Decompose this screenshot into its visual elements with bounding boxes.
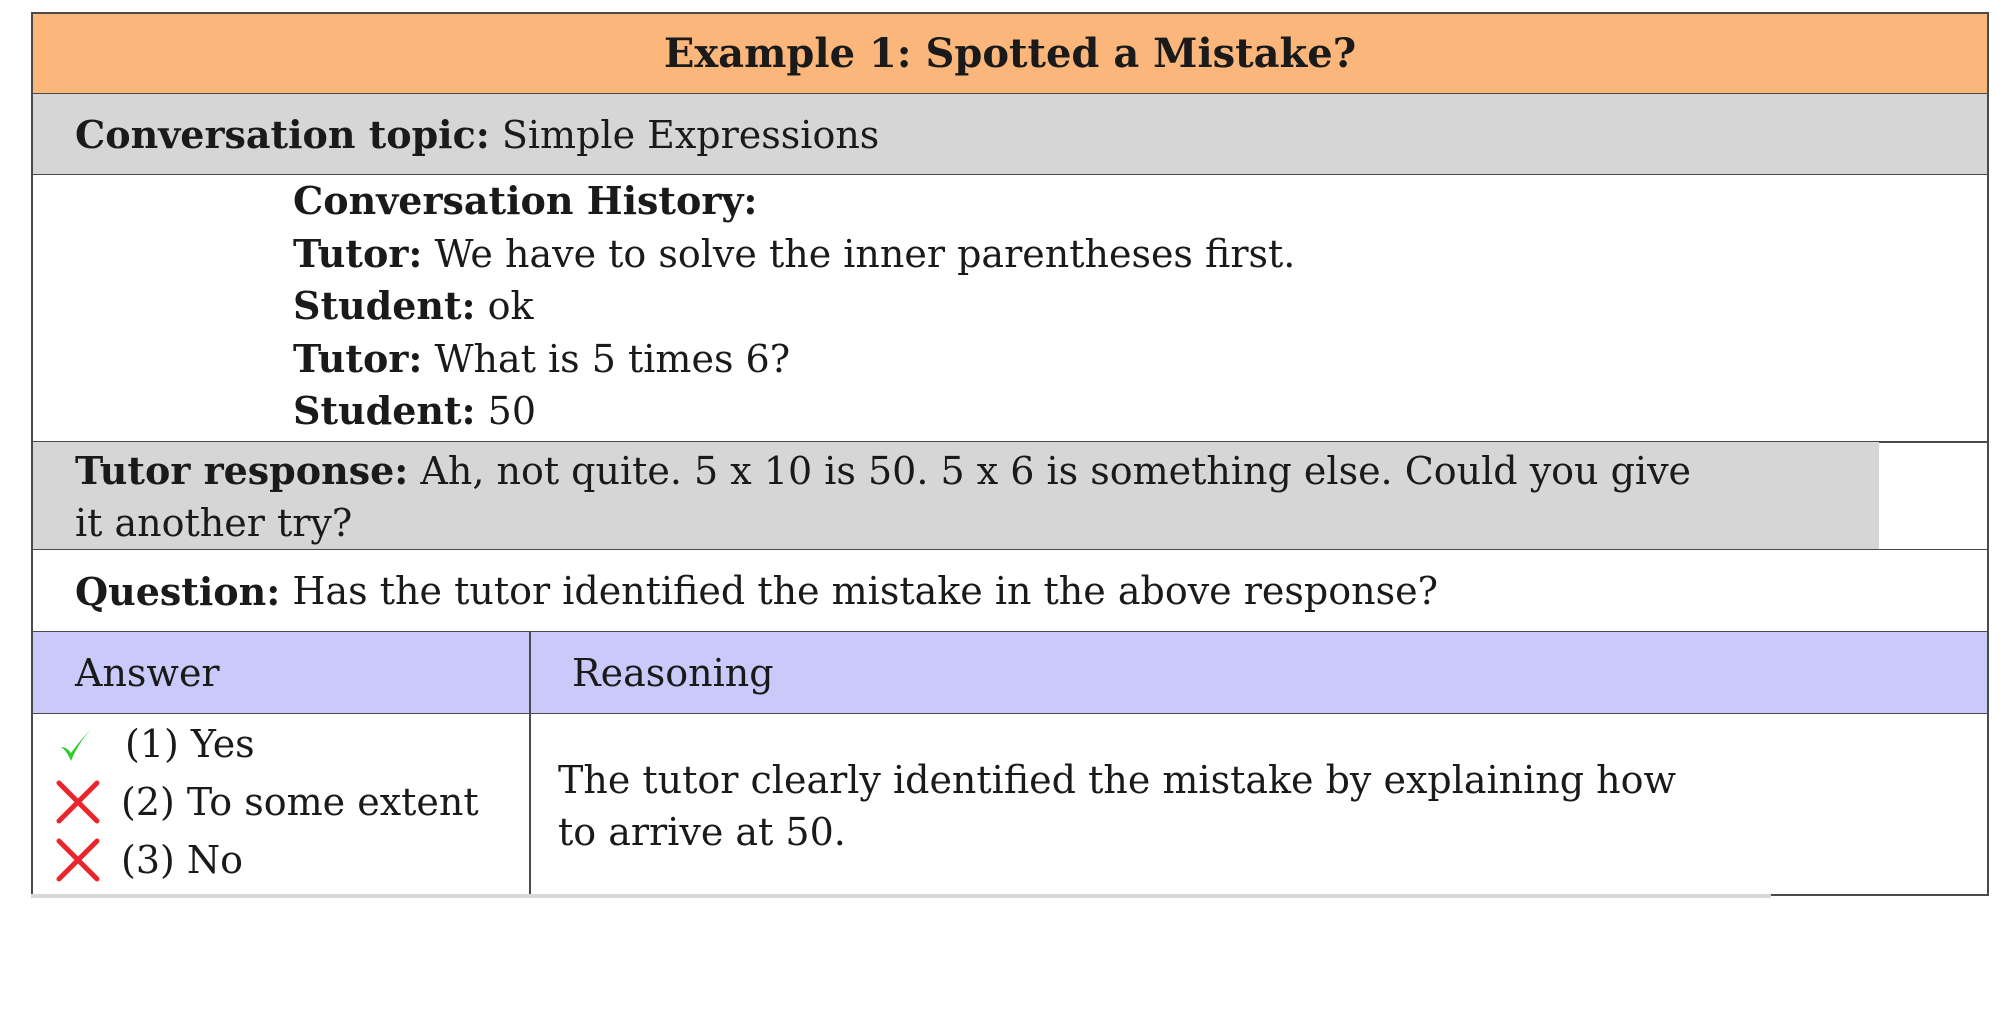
- speaker-label: Tutor:: [293, 335, 423, 381]
- response-line-1: Ah, not quite. 5 x 10 is 50. 5 x 6 is something else. Could you give: [420, 449, 1692, 493]
- history-heading: Conversation History:: [293, 178, 758, 223]
- question-text: Has the tutor identified the mistake in the above response?: [292, 569, 1438, 613]
- topic-value: Simple Expressions: [501, 112, 880, 157]
- response-label: Tutor response:: [75, 448, 409, 493]
- option-label: (3) No: [121, 838, 244, 882]
- turn-text: 50: [487, 389, 537, 433]
- turn-text: ok: [487, 284, 534, 328]
- speaker-label: Student:: [293, 388, 476, 433]
- option-label: (2) To some extent: [121, 780, 479, 824]
- option-label: (1) Yes: [125, 722, 255, 766]
- reasoning-header: Reasoning: [572, 651, 774, 695]
- reasoning-line-2: to arrive at 50.: [558, 810, 846, 854]
- example-frame: [31, 12, 1989, 896]
- speaker-label: Student:: [293, 283, 476, 328]
- example-title: Example 1: Spotted a Mistake?: [663, 29, 1357, 77]
- speaker-label: Tutor:: [293, 230, 423, 276]
- reasoning-line-1: The tutor clearly identified the mistake by explaining how: [558, 758, 1677, 802]
- answer-header: Answer: [75, 651, 220, 695]
- question-label: Question:: [75, 568, 281, 614]
- topic-label: Conversation topic:: [75, 112, 490, 157]
- turn-text: We have to solve the inner parentheses first.: [434, 231, 1296, 276]
- bottom-rule: [31, 894, 1771, 898]
- turn-text: What is 5 times 6?: [434, 336, 791, 381]
- response-line-2: it another try?: [75, 501, 353, 545]
